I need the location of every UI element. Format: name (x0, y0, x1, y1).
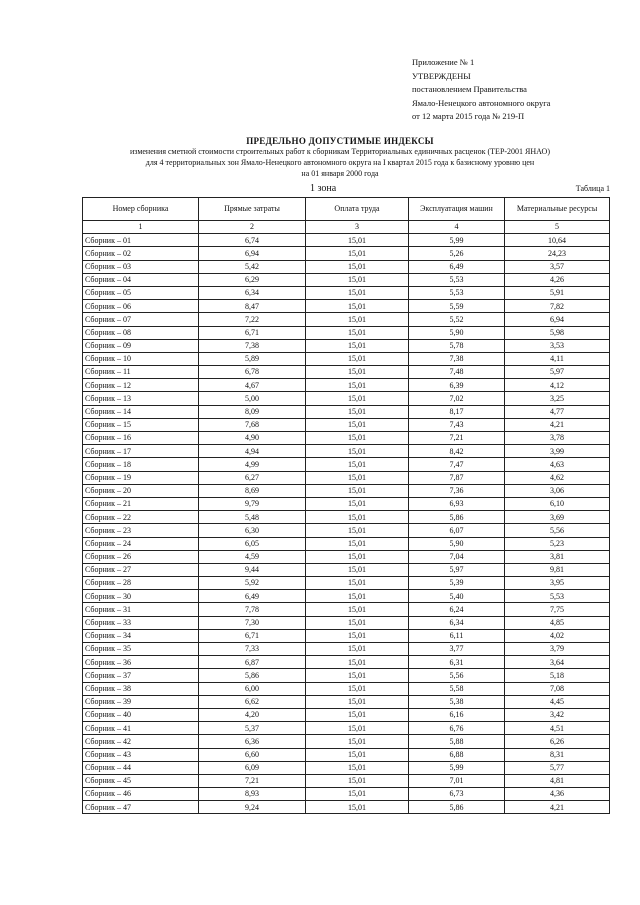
index-value-cell: 15,01 (306, 801, 409, 814)
index-value-cell: 9,24 (199, 801, 306, 814)
index-value-cell: 4,21 (505, 801, 610, 814)
index-value-cell: 15,01 (306, 313, 409, 326)
approved-label: УТВЕРЖДЕНЫ (412, 70, 471, 81)
column-header: Эксплуатация машин (409, 198, 505, 221)
index-value-cell: 7,33 (199, 643, 306, 656)
index-value-cell: 4,94 (199, 445, 306, 458)
index-value-cell: 15,01 (306, 339, 409, 352)
zone-label: 1 зона (310, 183, 337, 194)
index-value-cell: 6,71 (199, 629, 306, 642)
index-value-cell: 5,98 (505, 326, 610, 339)
index-value-cell: 3,53 (505, 339, 610, 352)
collection-name-cell: Сборник – 27 (83, 563, 199, 576)
column-number: 5 (505, 221, 610, 234)
index-value-cell: 15,01 (306, 656, 409, 669)
index-value-cell: 7,22 (199, 313, 306, 326)
table-row (83, 748, 610, 761)
index-value-cell: 5,99 (409, 761, 505, 774)
index-value-cell: 15,01 (306, 695, 409, 708)
index-value-cell: 15,01 (306, 550, 409, 563)
index-value-cell: 5,91 (505, 286, 610, 299)
table-row (83, 563, 610, 576)
table-row (83, 260, 610, 273)
index-value-cell: 8,09 (199, 405, 306, 418)
index-value-cell: 15,01 (306, 471, 409, 484)
collection-name-cell: Сборник – 10 (83, 352, 199, 365)
table-row (83, 656, 610, 669)
table-row (83, 366, 610, 379)
collection-name-cell: Сборник – 16 (83, 432, 199, 445)
index-value-cell: 7,08 (505, 682, 610, 695)
index-value-cell: 7,75 (505, 603, 610, 616)
decree-line: постановлением Правительства (412, 84, 527, 94)
index-value-cell: 7,04 (409, 550, 505, 563)
index-value-cell: 4,36 (505, 788, 610, 801)
index-value-cell: 5,18 (505, 669, 610, 682)
table-row (83, 379, 610, 392)
index-value-cell: 5,86 (409, 801, 505, 814)
index-value-cell: 15,01 (306, 432, 409, 445)
collection-name-cell: Сборник – 45 (83, 774, 199, 787)
document-heading: ПРЕДЕЛЬНО ДОПУСТИМЫЕ ИНДЕКСЫ (246, 136, 434, 146)
index-value-cell: 3,57 (505, 260, 610, 273)
index-value-cell: 3,77 (409, 643, 505, 656)
approval-block (412, 56, 550, 124)
index-value-cell: 7,30 (199, 616, 306, 629)
index-value-cell: 3,64 (505, 656, 610, 669)
index-value-cell: 15,01 (306, 788, 409, 801)
collection-name-cell: Сборник – 36 (83, 656, 199, 669)
collection-name-cell: Сборник – 02 (83, 247, 199, 260)
index-value-cell: 8,69 (199, 484, 306, 497)
column-number-row (83, 221, 610, 234)
table-row (83, 643, 610, 656)
index-value-cell: 3,69 (505, 511, 610, 524)
index-value-cell: 15,01 (306, 286, 409, 299)
index-value-cell: 15,01 (306, 577, 409, 590)
index-value-cell: 4,20 (199, 708, 306, 721)
index-value-cell: 15,01 (306, 682, 409, 695)
index-value-cell: 7,02 (409, 392, 505, 405)
collection-name-cell: Сборник – 31 (83, 603, 199, 616)
collection-name-cell: Сборник – 05 (83, 286, 199, 299)
index-value-cell: 4,90 (199, 432, 306, 445)
collection-name-cell: Сборник – 11 (83, 366, 199, 379)
index-value-cell: 15,01 (306, 247, 409, 260)
index-value-cell: 5,86 (199, 669, 306, 682)
index-value-cell: 7,21 (409, 432, 505, 445)
index-value-cell: 4,67 (199, 379, 306, 392)
column-header: Прямые затраты (199, 198, 306, 221)
index-value-cell: 15,01 (306, 643, 409, 656)
index-value-cell: 6,05 (199, 537, 306, 550)
index-value-cell: 3,78 (505, 432, 610, 445)
collection-name-cell: Сборник – 33 (83, 616, 199, 629)
index-value-cell: 4,85 (505, 616, 610, 629)
index-value-cell: 7,38 (199, 339, 306, 352)
index-value-cell: 6,34 (409, 616, 505, 629)
table-row (83, 603, 610, 616)
index-value-cell: 6,00 (199, 682, 306, 695)
index-value-cell: 10,64 (505, 234, 610, 247)
index-value-cell: 15,01 (306, 484, 409, 497)
index-value-cell: 4,02 (505, 629, 610, 642)
column-header: Материальные ресурсы (505, 198, 610, 221)
index-value-cell: 5,48 (199, 511, 306, 524)
index-value-cell: 5,58 (409, 682, 505, 695)
collection-name-cell: Сборник – 39 (83, 695, 199, 708)
collection-name-cell: Сборник – 06 (83, 300, 199, 313)
table-row (83, 590, 610, 603)
index-value-cell: 4,77 (505, 405, 610, 418)
index-value-cell: 15,01 (306, 300, 409, 313)
table-row (83, 537, 610, 550)
index-value-cell: 7,43 (409, 418, 505, 431)
index-value-cell: 3,99 (505, 445, 610, 458)
index-value-cell: 4,81 (505, 774, 610, 787)
index-value-cell: 5,42 (199, 260, 306, 273)
index-value-cell: 6,49 (199, 590, 306, 603)
collection-name-cell: Сборник – 21 (83, 497, 199, 510)
index-value-cell: 7,36 (409, 484, 505, 497)
collection-name-cell: Сборник – 46 (83, 788, 199, 801)
collection-name-cell: Сборник – 38 (83, 682, 199, 695)
index-value-cell: 6,31 (409, 656, 505, 669)
index-value-cell: 6,11 (409, 629, 505, 642)
index-value-cell: 6,29 (199, 273, 306, 286)
table-row (83, 511, 610, 524)
index-value-cell: 5,86 (409, 511, 505, 524)
index-value-cell: 5,92 (199, 577, 306, 590)
column-number: 2 (199, 221, 306, 234)
collection-name-cell: Сборник – 40 (83, 708, 199, 721)
index-value-cell: 8,31 (505, 748, 610, 761)
collection-name-cell: Сборник – 34 (83, 629, 199, 642)
index-value-cell: 15,01 (306, 761, 409, 774)
table-row (83, 761, 610, 774)
index-value-cell: 3,42 (505, 708, 610, 721)
table-row (83, 695, 610, 708)
index-value-cell: 5,53 (409, 286, 505, 299)
index-value-cell: 4,26 (505, 273, 610, 286)
collection-name-cell: Сборник – 12 (83, 379, 199, 392)
collection-name-cell: Сборник – 15 (83, 418, 199, 431)
collection-name-cell: Сборник – 37 (83, 669, 199, 682)
index-value-cell: 5,52 (409, 313, 505, 326)
table-row (83, 801, 610, 814)
index-value-cell: 5,38 (409, 695, 505, 708)
table-row (83, 405, 610, 418)
column-number: 1 (83, 221, 199, 234)
column-number: 4 (409, 221, 505, 234)
collection-name-cell: Сборник – 01 (83, 234, 199, 247)
index-value-cell: 5,78 (409, 339, 505, 352)
index-value-cell: 15,01 (306, 352, 409, 365)
index-value-cell: 15,01 (306, 524, 409, 537)
index-value-cell: 5,88 (409, 735, 505, 748)
index-value-cell: 5,56 (409, 669, 505, 682)
region-line: Ямало-Ненецкого автономного округа (412, 97, 551, 108)
column-number: 3 (306, 221, 409, 234)
collection-name-cell: Сборник – 30 (83, 590, 199, 603)
index-value-cell: 7,38 (409, 352, 505, 365)
index-value-cell: 4,59 (199, 550, 306, 563)
index-value-cell: 15,01 (306, 629, 409, 642)
index-value-cell: 9,79 (199, 497, 306, 510)
index-value-cell: 6,94 (505, 313, 610, 326)
table-row (83, 471, 610, 484)
table-row (83, 788, 610, 801)
index-value-cell: 7,01 (409, 774, 505, 787)
index-value-cell: 6,16 (409, 708, 505, 721)
index-value-cell: 6,36 (199, 735, 306, 748)
table-row (83, 682, 610, 695)
index-value-cell: 4,21 (505, 418, 610, 431)
collection-name-cell: Сборник – 24 (83, 537, 199, 550)
index-value-cell: 6,26 (505, 735, 610, 748)
table-row (83, 432, 610, 445)
table-body (83, 234, 610, 814)
index-value-cell: 5,26 (409, 247, 505, 260)
collection-name-cell: Сборник – 35 (83, 643, 199, 656)
index-value-cell: 6,10 (505, 497, 610, 510)
index-value-cell: 5,53 (505, 590, 610, 603)
document-subtitle-3: на 01 января 2000 года (301, 169, 379, 178)
index-value-cell: 15,01 (306, 735, 409, 748)
index-value-cell: 15,01 (306, 669, 409, 682)
collection-name-cell: Сборник – 28 (83, 577, 199, 590)
index-value-cell: 15,01 (306, 748, 409, 761)
index-value-cell: 7,68 (199, 418, 306, 431)
index-value-cell: 15,01 (306, 260, 409, 273)
index-value-cell: 6,71 (199, 326, 306, 339)
index-value-cell: 7,87 (409, 471, 505, 484)
collection-name-cell: Сборник – 17 (83, 445, 199, 458)
collection-name-cell: Сборник – 18 (83, 458, 199, 471)
index-value-cell: 15,01 (306, 603, 409, 616)
index-value-cell: 5,23 (505, 537, 610, 550)
index-value-cell: 15,01 (306, 405, 409, 418)
index-value-cell: 6,39 (409, 379, 505, 392)
index-value-cell: 7,47 (409, 458, 505, 471)
index-value-cell: 8,93 (199, 788, 306, 801)
table-row (83, 524, 610, 537)
index-value-cell: 15,01 (306, 537, 409, 550)
index-value-cell: 4,45 (505, 695, 610, 708)
table-row (83, 339, 610, 352)
collection-name-cell: Сборник – 44 (83, 761, 199, 774)
index-value-cell: 15,01 (306, 445, 409, 458)
table-row (83, 497, 610, 510)
collection-name-cell: Сборник – 42 (83, 735, 199, 748)
collection-name-cell: Сборник – 26 (83, 550, 199, 563)
collection-name-cell: Сборник – 14 (83, 405, 199, 418)
index-value-cell: 6,07 (409, 524, 505, 537)
collection-name-cell: Сборник – 07 (83, 313, 199, 326)
decree-date: от 12 марта 2015 года № 219-П (412, 111, 525, 121)
index-value-cell: 6,73 (409, 788, 505, 801)
table-row (83, 577, 610, 590)
index-value-cell: 5,89 (199, 352, 306, 365)
table-row (83, 392, 610, 405)
table-row (83, 708, 610, 721)
index-value-cell: 15,01 (306, 497, 409, 510)
collection-name-cell: Сборник – 04 (83, 273, 199, 286)
index-value-cell: 4,62 (505, 471, 610, 484)
table-row (83, 616, 610, 629)
index-value-cell: 6,78 (199, 366, 306, 379)
table-row (83, 445, 610, 458)
indices-table (82, 197, 610, 814)
index-value-cell: 6,49 (409, 260, 505, 273)
table-row (83, 484, 610, 497)
index-value-cell: 3,95 (505, 577, 610, 590)
index-value-cell: 5,56 (505, 524, 610, 537)
table-row (83, 247, 610, 260)
index-value-cell: 3,81 (505, 550, 610, 563)
index-value-cell: 15,01 (306, 722, 409, 735)
index-value-cell: 7,78 (199, 603, 306, 616)
index-value-cell: 6,09 (199, 761, 306, 774)
table-row (83, 669, 610, 682)
index-value-cell: 4,99 (199, 458, 306, 471)
collection-name-cell: Сборник – 41 (83, 722, 199, 735)
collection-name-cell: Сборник – 22 (83, 511, 199, 524)
index-value-cell: 4,51 (505, 722, 610, 735)
index-value-cell: 4,11 (505, 352, 610, 365)
index-value-cell: 9,81 (505, 563, 610, 576)
index-value-cell: 4,12 (505, 379, 610, 392)
index-value-cell: 5,40 (409, 590, 505, 603)
index-value-cell: 6,62 (199, 695, 306, 708)
index-value-cell: 6,87 (199, 656, 306, 669)
index-value-cell: 5,97 (409, 563, 505, 576)
collection-name-cell: Сборник – 19 (83, 471, 199, 484)
index-value-cell: 3,06 (505, 484, 610, 497)
index-value-cell: 9,44 (199, 563, 306, 576)
index-value-cell: 15,01 (306, 616, 409, 629)
table-row (83, 300, 610, 313)
collection-name-cell: Сборник – 09 (83, 339, 199, 352)
index-value-cell: 6,34 (199, 286, 306, 299)
document-subtitle-2: для 4 территориальных зон Ямало-Ненецкого автономного округа на I квартал 2015 года к базисному уровню цен (145, 158, 535, 167)
index-value-cell: 6,76 (409, 722, 505, 735)
index-value-cell: 6,30 (199, 524, 306, 537)
table-row (83, 352, 610, 365)
index-value-cell: 15,01 (306, 326, 409, 339)
index-value-cell: 5,59 (409, 300, 505, 313)
table-row (83, 273, 610, 286)
table-row (83, 774, 610, 787)
header-row (83, 198, 610, 221)
index-value-cell: 6,74 (199, 234, 306, 247)
document-subtitle-1: изменения сметной стоимости строительных работ к сборникам Территориальных единичных расценок (ТЕР-2001 ЯНАО) (129, 147, 550, 156)
index-value-cell: 6,27 (199, 471, 306, 484)
index-value-cell: 15,01 (306, 590, 409, 603)
index-value-cell: 15,01 (306, 273, 409, 286)
index-value-cell: 15,01 (306, 418, 409, 431)
table-row (83, 326, 610, 339)
index-value-cell: 5,97 (505, 366, 610, 379)
collection-name-cell: Сборник – 23 (83, 524, 199, 537)
collection-name-cell: Сборник – 08 (83, 326, 199, 339)
table-row (83, 286, 610, 299)
index-value-cell: 6,94 (199, 247, 306, 260)
index-value-cell: 3,25 (505, 392, 610, 405)
index-value-cell: 24,23 (505, 247, 610, 260)
index-value-cell: 7,82 (505, 300, 610, 313)
collection-name-cell: Сборник – 03 (83, 260, 199, 273)
index-value-cell: 5,00 (199, 392, 306, 405)
table-row (83, 458, 610, 471)
index-value-cell: 15,01 (306, 379, 409, 392)
index-value-cell: 5,37 (199, 722, 306, 735)
index-value-cell: 5,90 (409, 326, 505, 339)
table-number: Таблица 1 (575, 184, 610, 193)
index-value-cell: 5,39 (409, 577, 505, 590)
index-value-cell: 5,99 (409, 234, 505, 247)
index-value-cell: 3,79 (505, 643, 610, 656)
table-row (83, 418, 610, 431)
collection-name-cell: Сборник – 43 (83, 748, 199, 761)
index-value-cell: 5,77 (505, 761, 610, 774)
index-value-cell: 15,01 (306, 708, 409, 721)
index-value-cell: 6,93 (409, 497, 505, 510)
index-value-cell: 8,42 (409, 445, 505, 458)
index-value-cell: 5,53 (409, 273, 505, 286)
index-value-cell: 15,01 (306, 392, 409, 405)
index-value-cell: 15,01 (306, 234, 409, 247)
collection-name-cell: Сборник – 47 (83, 801, 199, 814)
index-value-cell: 5,90 (409, 537, 505, 550)
index-value-cell: 4,63 (505, 458, 610, 471)
table-row (83, 234, 610, 247)
collection-name-cell: Сборник – 13 (83, 392, 199, 405)
column-header: Оплата труда (306, 198, 409, 221)
index-value-cell: 15,01 (306, 366, 409, 379)
index-value-cell: 15,01 (306, 511, 409, 524)
table-row (83, 313, 610, 326)
index-value-cell: 15,01 (306, 563, 409, 576)
collection-name-cell: Сборник – 20 (83, 484, 199, 497)
column-header: Номер сборника (83, 198, 199, 221)
appendix-label: Приложение № 1 (412, 57, 475, 67)
index-value-cell: 8,47 (199, 300, 306, 313)
index-value-cell: 7,21 (199, 774, 306, 787)
index-value-cell: 15,01 (306, 774, 409, 787)
table-row (83, 629, 610, 642)
index-value-cell: 6,88 (409, 748, 505, 761)
table-row (83, 550, 610, 563)
index-value-cell: 7,48 (409, 366, 505, 379)
table-row (83, 735, 610, 748)
index-value-cell: 6,24 (409, 603, 505, 616)
table-row (83, 722, 610, 735)
index-value-cell: 15,01 (306, 458, 409, 471)
index-value-cell: 8,17 (409, 405, 505, 418)
index-value-cell: 6,60 (199, 748, 306, 761)
